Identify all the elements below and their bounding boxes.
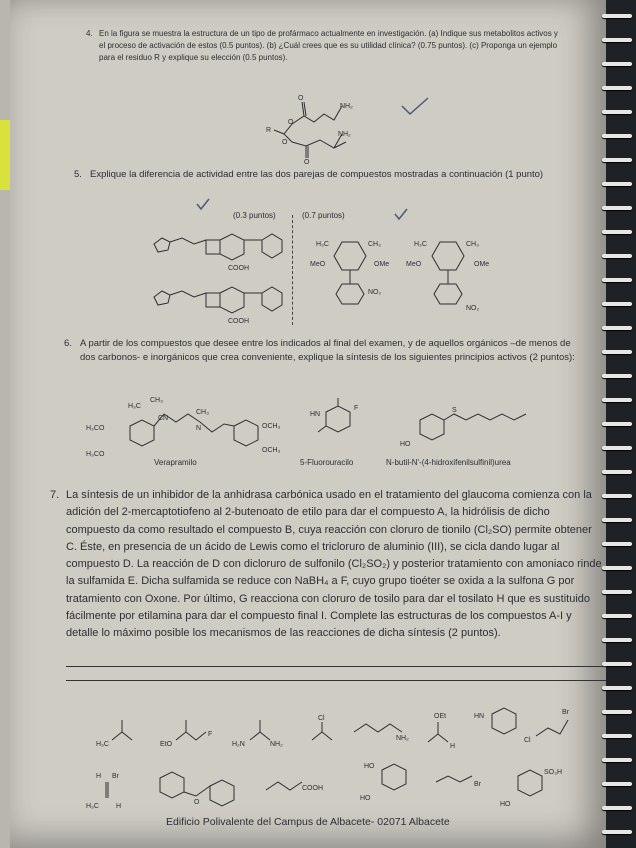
reagent-label-cl: Cl	[318, 715, 325, 722]
q5-right-points: (0.7 puntos)	[302, 211, 345, 220]
separator-line-2	[66, 680, 606, 681]
reagent-isopropyl-chloride	[304, 710, 344, 750]
checkmark-q4	[400, 96, 430, 116]
question-4-number: 4.	[86, 29, 93, 38]
q4-label-nh2-top: NH₂	[340, 103, 353, 110]
q5-label-meo-2: MeO	[406, 261, 422, 268]
reagent-butylamine	[350, 714, 420, 750]
q5-label-h3c-2: H₃C	[414, 241, 427, 248]
q4-prodrug-structure	[262, 94, 372, 164]
reagent-label-br-3: Br	[474, 781, 481, 788]
q6-label-h3co-2: H₃CO	[86, 451, 105, 458]
q4-label-o3: O	[282, 139, 288, 146]
reagent-label-h3c-acetaldehyde: H₃C	[96, 741, 109, 748]
reagent-hydroxybenzenesulfonic-acid	[500, 762, 580, 810]
reagent-acetaldehyde	[96, 710, 140, 746]
q5-label-no2-2: NO₂	[466, 305, 480, 312]
reagent-label-h2n: H₂N	[232, 741, 245, 748]
reagent-orthoester	[420, 708, 464, 752]
q5-label-ch3-2: CH₃	[466, 241, 479, 248]
question-6-number: 6.	[64, 338, 72, 349]
reagent-label-h-a: H	[96, 773, 102, 780]
q5-label-ch3-1: CH₃	[368, 241, 381, 248]
question-7	[50, 487, 602, 643]
checkmark-q5-left	[196, 198, 210, 210]
q6-label-s: S	[452, 407, 457, 414]
question-7-number: 7.	[50, 489, 60, 501]
question-5-text: Explique la diferencia de actividad entre las dos parejas de compuestos mostradas a continuación (1 punto)	[90, 169, 544, 180]
question-5	[74, 168, 580, 182]
reagent-label-f: F	[208, 731, 213, 738]
q4-label-r: R	[266, 127, 272, 134]
q6-label-cn: CN	[158, 415, 169, 422]
reagent-bromopropene	[86, 770, 136, 814]
question-4-text: En la figura se muestra la estructura de un tipo de profármaco actualmente en investigación. (a) Indique sus metabolitos activos y el proceso de activación de estos (0.5 puntos). (b) ¿Cuál crees que es su utilidad clínica? (0.75 puntos). (c) Proponga un ejemplo para el residuo R y explique su elección (0.5 puntos).	[99, 29, 558, 62]
spiral-binding	[596, 0, 636, 848]
q4-label-nh2-bottom: NH₂	[338, 131, 351, 138]
reagent-butanoic-acid	[262, 772, 342, 808]
q4-label-o4: O	[304, 159, 310, 166]
reagent-label-h3c: H₃C	[86, 803, 99, 810]
reagent-label-nh2: NH₂	[270, 741, 283, 748]
checkmark-q5-right	[394, 208, 408, 220]
q5-left-points: (0.3 puntos)	[233, 211, 276, 220]
q6-label-n: N	[196, 425, 202, 432]
q4-label-o1: O	[298, 95, 304, 102]
footer-address: Edificio Polivalente del Campus de Albacete- 02071 Albacete	[166, 816, 450, 828]
reagent-uracil	[474, 702, 524, 758]
q6-name-sulfinylurea: N-butil-N'-(4-hidroxifenilsulfinil)urea	[386, 458, 511, 467]
q6-verapamil	[86, 394, 296, 456]
q5-divider	[292, 215, 293, 325]
q6-label-ho: HO	[400, 441, 411, 448]
reagent-label-o: O	[194, 799, 200, 806]
reagent-label-amine: NH₂	[396, 735, 409, 742]
q5-label-ome-2: OMe	[474, 261, 490, 268]
reagent-label-so3h: SO₃H	[544, 769, 563, 776]
reagent-urea	[232, 710, 298, 746]
question-4	[86, 28, 564, 64]
q5-label-cooh-2: COOH	[228, 318, 249, 325]
reagent-label-br-2: Br	[112, 773, 119, 780]
question-7-text: La síntesis de un inhibidor de la anhidrasa carbónica usado en el tratamiento del glaucoma comienza con la adición del 2-mercaptotiofeno al 2-butenoato de etilo para dar el compuesto A, la hidrólisis de dicho compuesto da como resultado el compuesto B, cuya reacción con cloruro de tionilo (Cl₂SO) permite obtener C. Éste, en presencia de un ácido de Lewis como el tricloruro de aluminio (III), se cicla dando lugar al compuesto D. La reacción de D con dicloruro de sulfonilo (Cl₂SO₂) y posterior tratamiento con amoniaco rinde la sulfamida E. Dicha sulfamida se reduce con NaBH₄ a F, cuyo grupo tioéter se oxida a la sulfona G por tratamiento con Oxone. Por último, G reacciona con cloruro de tosilo para dar el tosilato H que es sustituido fácilmente por etilamina para dar el compuesto final I. Complete las estructuras de los compuestos A-I y detalle lo máximo posible los mecanismos de las reacciones de dicha síntesis (2 puntos).	[66, 489, 602, 640]
q5-label-cooh-1: COOH	[228, 265, 249, 272]
q5-label-h3c-1: H₃C	[316, 241, 329, 248]
q5-label-no2-1: NO₂	[368, 289, 382, 296]
q6-name-5-fluorouracil: 5-Fluorouracilo	[300, 458, 354, 467]
reagent-label-eto: EtO	[160, 741, 173, 748]
reagent-bromobutane	[432, 772, 498, 808]
separator-line-1	[66, 666, 606, 667]
reagent-label-h: H	[450, 743, 456, 750]
q5-label-ome-1: OMe	[374, 261, 390, 268]
q6-label-och3-b: OCH₃	[262, 447, 281, 454]
reagent-label-ho-1: HO	[364, 763, 375, 770]
q6-label-hn: HN	[310, 411, 321, 418]
q6-label-h3c: H₃C	[128, 403, 141, 410]
q5-cephalosporin-2	[150, 275, 290, 325]
reagent-label-oet: OEt	[434, 713, 447, 720]
q6-5-fluorouracil	[306, 394, 366, 456]
q6-name-verapamil: Verapramilo	[154, 458, 197, 467]
q5-label-meo-1: MeO	[310, 261, 326, 268]
q6-label-h3co-1: H₃CO	[86, 425, 105, 432]
question-6	[64, 337, 584, 365]
reagent-diphenyl-ether	[148, 768, 248, 812]
reagent-label-cooh: COOH	[302, 785, 323, 792]
q5-cephalosporin-1	[150, 222, 290, 272]
reagent-label-ho-2: HO	[360, 795, 371, 802]
q6-label-och3-a: OCH₃	[262, 423, 281, 430]
q6-sulfinylurea	[396, 400, 536, 450]
q6-label-ch3-b: CH₃	[196, 409, 209, 416]
q4-label-o2: O	[288, 119, 294, 126]
question-5-number: 5.	[74, 169, 82, 180]
question-6-text: A partir de los compuestos que desee entre los indicados al final del examen, y de aquellos orgánicos –de menos de dos carbonos- e inorgánicos que crea conveniente, explique la síntesis de los siguientes principios activos (2 puntos):	[80, 338, 575, 363]
reagent-ethyl-fluoroacetate	[160, 710, 220, 746]
q6-label-ch3-a: CH₃	[150, 397, 163, 404]
reagent-catechol	[360, 760, 410, 810]
q5-dihydropyridine-1	[310, 232, 400, 312]
reagent-bromochloropropane	[524, 706, 584, 742]
reagent-label-hn: HN	[474, 713, 485, 720]
q5-dihydropyridine-2	[404, 232, 504, 312]
reagent-label-br-1: Br	[562, 709, 569, 716]
reagent-label-h-b: H	[116, 803, 122, 810]
q6-label-f: F	[354, 405, 359, 412]
reagent-label-cl-2: Cl	[524, 737, 531, 744]
reagent-label-ho-3: HO	[500, 801, 511, 808]
